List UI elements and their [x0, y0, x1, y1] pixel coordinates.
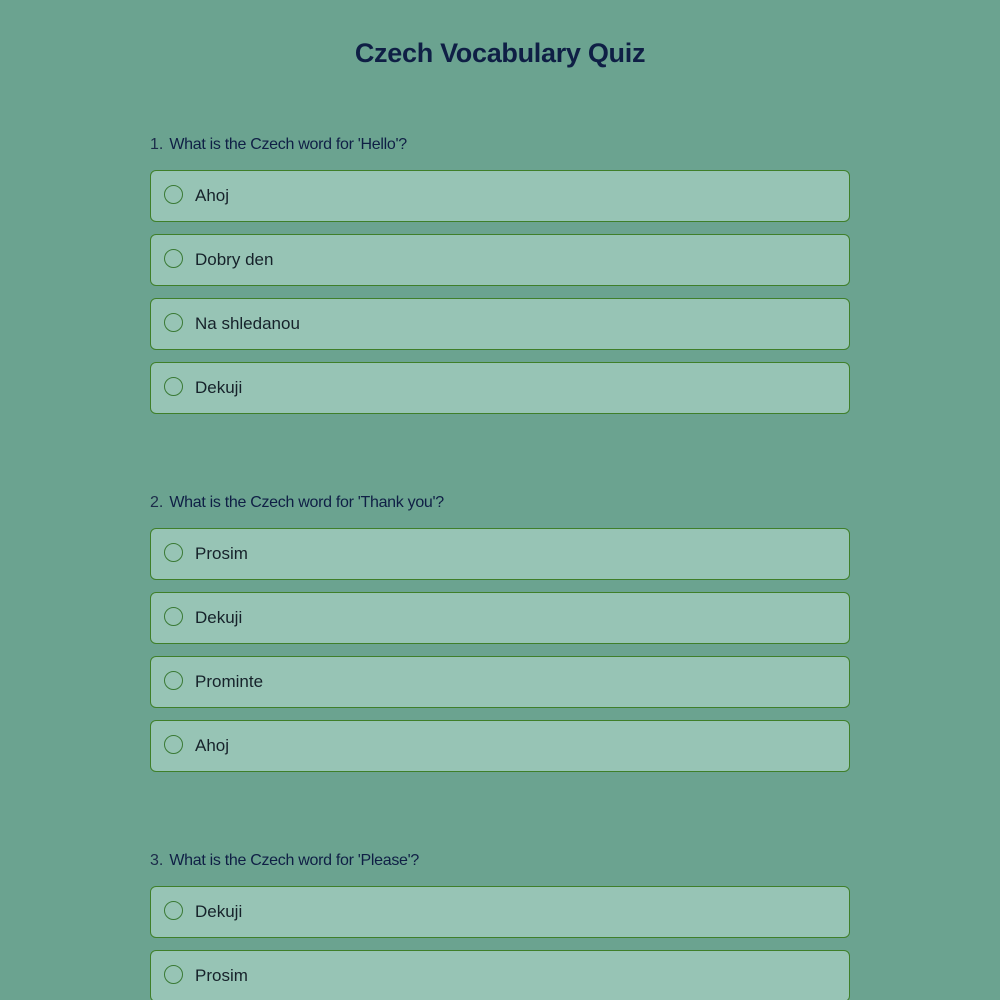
radio-circle-icon[interactable]: [164, 543, 183, 562]
option-label: Ahoj: [195, 186, 230, 205]
radio-circle-icon[interactable]: [164, 901, 183, 920]
option-q3-dekuji[interactable]: [150, 886, 850, 938]
option-label: Prominte: [195, 672, 264, 691]
option-label: Dobry den: [195, 250, 274, 269]
radio-circle-icon[interactable]: [164, 607, 183, 626]
radio-circle-icon[interactable]: [164, 671, 183, 690]
question-number: 1.: [150, 136, 164, 153]
option-q1-dekuji[interactable]: [150, 362, 850, 414]
option-label: Dekuji: [195, 378, 243, 397]
question-2: [150, 490, 850, 784]
option-q1-na-shledanou[interactable]: [150, 298, 850, 350]
option-q1-ahoj[interactable]: [150, 170, 850, 222]
question-number: 2.: [150, 494, 164, 511]
radio-circle-icon[interactable]: [164, 313, 183, 332]
option-q3-prosim[interactable]: [150, 950, 850, 1000]
question-label: [150, 132, 850, 158]
radio-circle-icon[interactable]: [164, 965, 183, 984]
option-q1-dobry-den[interactable]: [150, 234, 850, 286]
option-q2-dekuji[interactable]: [150, 592, 850, 644]
question-label: [150, 490, 850, 516]
options-list: [150, 528, 850, 772]
options-list: [150, 886, 850, 1000]
option-label: Dekuji: [195, 608, 243, 627]
radio-circle-icon[interactable]: [164, 185, 183, 204]
question-text: What is the Czech word for 'Hello'?: [169, 136, 407, 153]
option-label: Prosim: [195, 966, 248, 985]
option-label: Ahoj: [195, 736, 230, 755]
question-label: [150, 848, 850, 874]
option-label: Na shledanou: [195, 314, 300, 333]
radio-circle-icon[interactable]: [164, 377, 183, 396]
question-number: 3.: [150, 852, 164, 869]
radio-circle-icon[interactable]: [164, 249, 183, 268]
question-3: [150, 848, 850, 1000]
radio-circle-icon[interactable]: [164, 735, 183, 754]
question-1: [150, 132, 850, 426]
question-text: What is the Czech word for 'Thank you'?: [169, 494, 444, 511]
question-text: What is the Czech word for 'Please'?: [169, 852, 419, 869]
option-q2-prominte[interactable]: [150, 656, 850, 708]
option-q2-ahoj[interactable]: [150, 720, 850, 772]
page-title: Czech Vocabulary Quiz: [354, 38, 646, 68]
option-label: Dekuji: [195, 902, 243, 921]
options-list: [150, 170, 850, 414]
option-q2-prosim[interactable]: [150, 528, 850, 580]
option-label: Prosim: [195, 544, 248, 563]
